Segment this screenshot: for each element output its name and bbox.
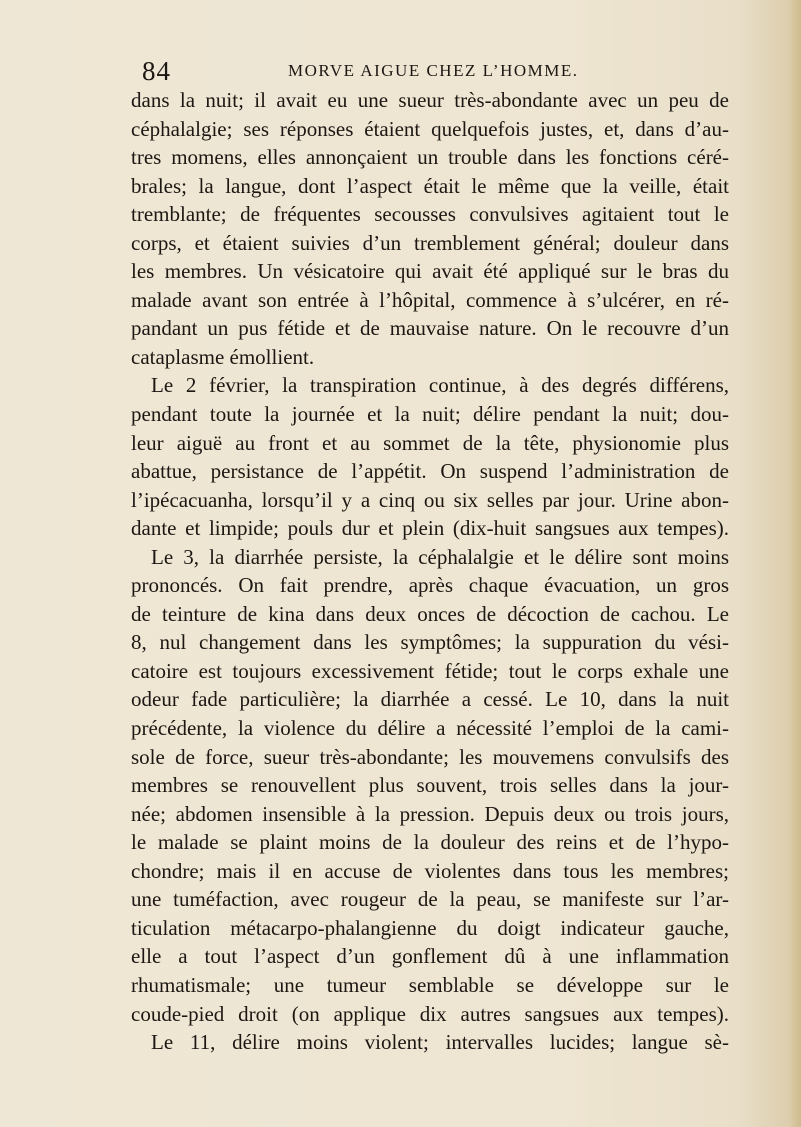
- text-line: catoire est toujours excessivement fétide; tout le corps exhale une: [131, 658, 729, 683]
- text-line: corps, et étaient suivies d’un tremblement général; douleur dans: [131, 230, 729, 255]
- text-line: de teinture de kina dans deux onces de décoction de cachou. Le: [131, 601, 729, 626]
- text-line: née; abdomen insensible à la pression. Depuis deux ou trois jours,: [131, 801, 729, 826]
- text-line: coude-pied droit (on applique dix autres sangsues aux tempes).: [131, 1001, 729, 1026]
- text-line: dans la nuit; il avait eu une sueur très-abondante avec un peu de: [131, 88, 729, 112]
- text-line: sole de force, sueur très-abondante; les mouvemens convulsifs des: [131, 744, 729, 769]
- text-line: elle a tout l’aspect d’un gonflement dû à une inflammation: [131, 944, 729, 969]
- text-line: membres se renouvellent plus souvent, trois selles dans la jour-: [131, 773, 729, 798]
- text-line: une tuméfaction, avec rougeur de la peau, se manifeste sur l’ar-: [131, 887, 729, 912]
- text-line: les membres. Un vésicatoire qui avait été appliqué sur le bras du: [131, 259, 729, 284]
- text-line: leur aiguë au front et au sommet de la tête, physionomie plus: [131, 430, 729, 455]
- text-line: céphalalgie; ses réponses étaient quelquefois justes, et, dans d’au-: [131, 116, 729, 141]
- text-line: tres momens, elles annonçaient un trouble dans les fonctions céré-: [131, 145, 729, 170]
- text-line: prononcés. On fait prendre, après chaque évacuation, un gros: [131, 573, 729, 598]
- text-line: pendant toute la journée et la nuit; délire pendant la nuit; dou-: [131, 402, 729, 427]
- text-line: pandant un pus fétide et de mauvaise nature. On le recouvre d’un: [131, 316, 729, 341]
- running-head: MORVE AIGUE CHEZ L’HOMME.: [288, 61, 579, 80]
- text-line: cataplasme émollient.: [131, 344, 315, 369]
- text-line: précédente, la violence du délire a nécessité l’emploi de la cami-: [131, 716, 729, 741]
- page-edge-shadow: [789, 0, 801, 1127]
- text-line: rhumatismale; une tumeur semblable se développe sur le: [131, 972, 729, 997]
- body-text: [131, 86, 729, 1057]
- text-line: malade avant son entrée à l’hôpital, commence à s’ulcérer, en ré-: [131, 287, 729, 312]
- text-line: chondre; mais il en accuse de violentes dans tous les membres;: [131, 858, 729, 883]
- text-line: tremblante; de fréquentes secousses convulsives agitaient tout le: [131, 202, 729, 227]
- text-line: 8, nul changement dans les symptômes; la suppuration du vési-: [131, 630, 729, 655]
- text-line: ticulation métacarpo-phalangienne du doigt indicateur gauche,: [131, 915, 729, 940]
- text-line: le malade se plaint moins de la douleur des reins et de l’hypo-: [131, 830, 729, 855]
- text-line: dante et limpide; pouls dur et plein (dix-huit sangsues aux tempes).: [131, 516, 729, 541]
- text-line: odeur fade particulière; la diarrhée a cessé. Le 10, dans la nuit: [131, 687, 729, 712]
- paragraph-start-line: Le 11, délire moins violent; intervalles lucides; langue sè-: [151, 1030, 729, 1055]
- text-line: l’ipécacuanha, lorsqu’il y a cinq ou six selles par jour. Urine abon-: [131, 487, 729, 512]
- page-number: 84: [142, 56, 171, 86]
- text-line: abattue, persistance de l’appétit. On suspend l’administration de: [131, 459, 729, 484]
- page-header: [0, 56, 801, 86]
- paragraph-start-line: Le 3, la diarrhée persiste, la céphalalgie et le délire sont moins: [151, 544, 729, 569]
- text-line: brales; la langue, dont l’aspect était le même que la veille, était: [131, 173, 729, 198]
- paragraph-start-line: Le 2 février, la transpiration continue, à des degrés différens,: [151, 373, 729, 398]
